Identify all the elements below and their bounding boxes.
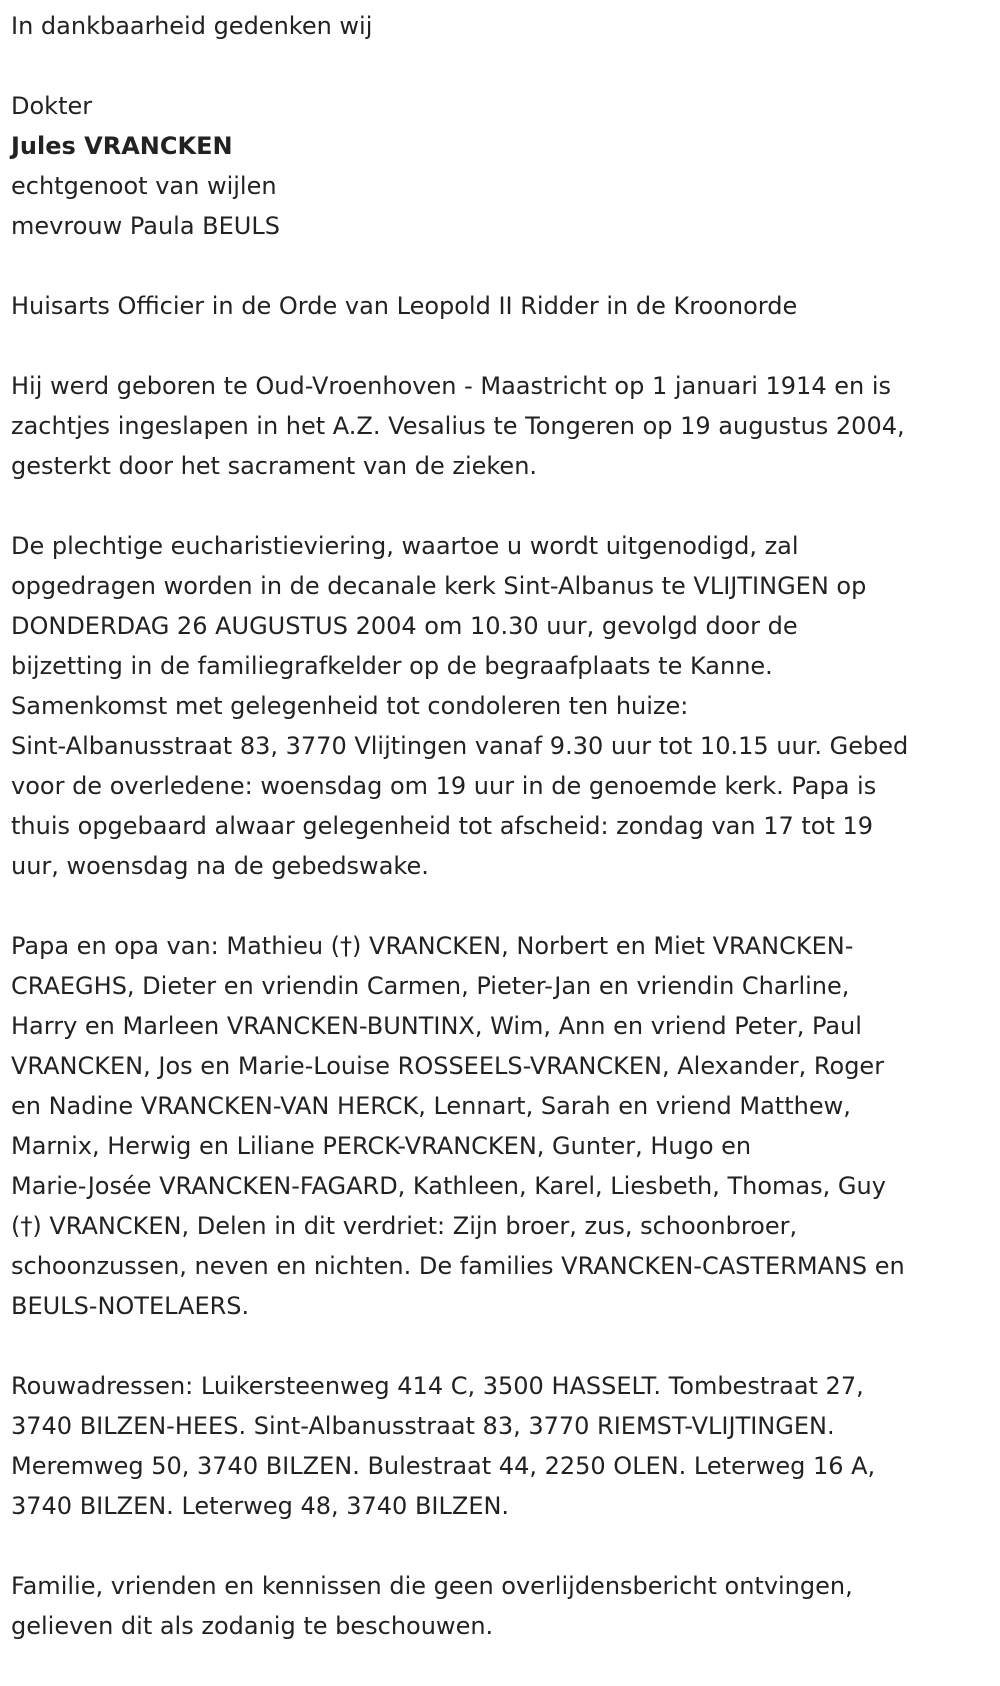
paragraph-line: Marnix, Herwig en Liliane PERCK-VRANCKEN, Gunter, Hugo en <box>11 1132 752 1160</box>
paragraph-line: DONDERDAG 26 AUGUSTUS 2004 om 10.30 uur, gevolgd door de <box>11 612 798 640</box>
paragraph-line: Sint-Albanusstraat 83, 3770 Vlijtingen vanaf 9.30 uur tot 10.15 uur. Gebed <box>11 732 909 760</box>
paragraph-line: thuis opgebaard alwaar gelegenheid tot afscheid: zondag van 17 tot 19 <box>11 812 874 840</box>
paragraph-line: en Nadine VRANCKEN-VAN HERCK, Lennart, Sarah en vriend Matthew, <box>11 1092 851 1120</box>
paragraph-line: zachtjes ingeslapen in het A.Z. Vesalius te Tongeren op 19 augustus 2004, <box>11 412 905 440</box>
spacer <box>11 46 1000 86</box>
closing-paragraph <box>11 1566 1000 1646</box>
paragraph-line: uur, woensdag na de gebedswake. <box>11 852 429 880</box>
person-title: Dokter <box>11 92 93 120</box>
paragraph-line: 3740 BILZEN. Leterweg 48, 3740 BILZEN. <box>11 1492 510 1520</box>
addresses-paragraph <box>11 1366 1000 1526</box>
birth-death-paragraph <box>11 366 1000 486</box>
paragraph-line: De plechtige eucharistieviering, waartoe u wordt uitgenodigd, zal <box>11 532 799 560</box>
paragraph-line: schoonzussen, neven en nichten. De families VRANCKEN-CASTERMANS en <box>11 1252 905 1280</box>
family-paragraph <box>11 926 1000 1326</box>
paragraph-line: Meremweg 50, 3740 BILZEN. Bulestraat 44, 2250 OLEN. Leterweg 16 A, <box>11 1452 876 1480</box>
person-name: Jules VRANCKEN <box>11 132 233 160</box>
paragraph-line: Samenkomst met gelegenheid tot condoleren ten huize: <box>11 692 689 720</box>
spouse-line-2: mevrouw Paula BEULS <box>11 212 280 240</box>
spacer <box>11 886 1000 926</box>
paragraph-line: CRAEGHS, Dieter en vriendin Carmen, Pieter-Jan en vriendin Charline, <box>11 972 850 1000</box>
paragraph-line: VRANCKEN, Jos en Marie-Louise ROSSEELS-VRANCKEN, Alexander, Roger <box>11 1052 885 1080</box>
paragraph-line: BEULS-NOTELAERS. <box>11 1292 250 1320</box>
paragraph-line: Papa en opa van: Mathieu (†) VRANCKEN, Norbert en Miet VRANCKEN- <box>11 932 854 960</box>
ceremony-paragraph <box>11 526 1000 886</box>
spacer <box>11 246 1000 286</box>
paragraph-line: Familie, vrienden en kennissen die geen overlijdensbericht ontvingen, <box>11 1572 853 1600</box>
paragraph-line: voor de overledene: woensdag om 19 uur in de genoemde kerk. Papa is <box>11 772 877 800</box>
paragraph-line: gesterkt door het sacrament van de zieken. <box>11 452 538 480</box>
paragraph-line: Rouwadressen: Luikersteenweg 414 C, 3500 HASSELT. Tombestraat 27, <box>11 1372 864 1400</box>
spacer <box>11 486 1000 526</box>
paragraph-line: bijzetting in de familiegrafkelder op de begraafplaats te Kanne. <box>11 652 773 680</box>
spacer <box>11 326 1000 366</box>
paragraph-line: Marie-Josée VRANCKEN-FAGARD, Kathleen, Karel, Liesbeth, Thomas, Guy <box>11 1172 886 1200</box>
intro-line: In dankbaarheid gedenken wij <box>11 12 373 40</box>
spacer <box>11 1526 1000 1566</box>
paragraph-line: 3740 BILZEN-HEES. Sint-Albanusstraat 83, 3770 RIEMST-VLIJTINGEN. <box>11 1412 835 1440</box>
spouse-line-1: echtgenoot van wijlen <box>11 172 277 200</box>
paragraph-line: Hij werd geboren te Oud-Vroenhoven - Maastricht op 1 januari 1914 en is <box>11 372 891 400</box>
honors-line: Huisarts Officier in de Orde van Leopold II Ridder in de Kroonorde <box>11 292 798 320</box>
spacer <box>11 1326 1000 1366</box>
paragraph-line: Harry en Marleen VRANCKEN-BUNTINX, Wim, Ann en vriend Peter, Paul <box>11 1012 862 1040</box>
paragraph-line: opgedragen worden in de decanale kerk Sint-Albanus te VLIJTINGEN op <box>11 572 867 600</box>
paragraph-line: gelieven dit als zodanig te beschouwen. <box>11 1612 494 1640</box>
paragraph-line: (†) VRANCKEN, Delen in dit verdriet: Zijn broer, zus, schoonbroer, <box>11 1212 798 1240</box>
